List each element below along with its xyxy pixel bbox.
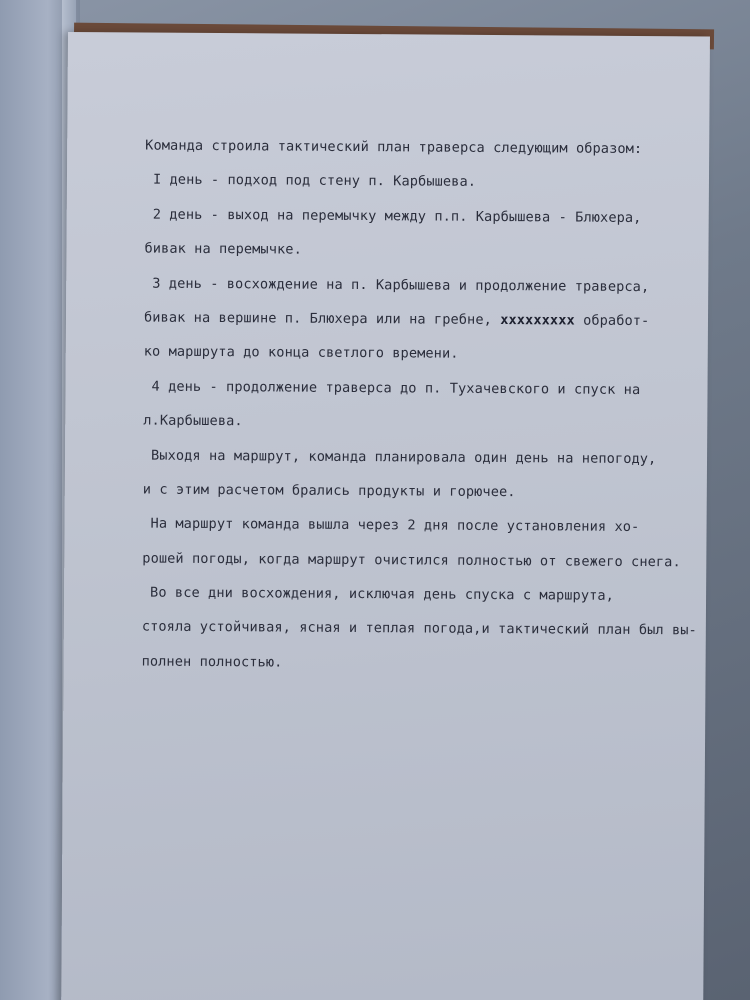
struck-out-word: ххххххххх (500, 311, 575, 329)
report-text (141, 129, 697, 683)
text-line: полнен полностью. (141, 653, 283, 671)
text-line: Во все дни восхождения, исключая день спуска с маршрута, (150, 584, 615, 604)
text-line: бивак на перемычке. (144, 240, 302, 258)
text-line: 3 день - восхождение на п. Карбышева и продолжение траверса, (152, 275, 650, 295)
text-line: и с этим расчетом брались продукты и горючее. (142, 481, 516, 501)
text-line: рошей погоды, когда маршрут очистился полностью от свежего снега. (142, 550, 681, 570)
text-line: 2 день - выход на перемычку между п.п. Карбышева - Блюхера, (152, 206, 642, 226)
text-line: л.Карбышева. (143, 412, 243, 430)
text-line: Команда строила тактический план траверса следующим образом: (145, 137, 643, 158)
text-line: Выходя на маршрут, команда планировала один день на непогоду, (150, 447, 657, 467)
text-line: стояла устойчивая, ясная и теплая погода,и тактический план был вы- (141, 618, 697, 639)
text-fragment: обработ- (583, 312, 650, 330)
text-line: I день - подход под стену п. Карбышева. (152, 171, 477, 191)
typewritten-page (61, 32, 710, 1000)
text-fragment: бивак на вершине п. Блюхера или на гребне, (143, 309, 492, 328)
text-line: 4 день - продолжение траверса до п. Тухачевского и спуск на (151, 378, 641, 398)
text-line: На маршрут команда вышла через 2 дня после установления хо- (150, 515, 640, 536)
text-line: ко маршрута до конца светлого времени. (143, 343, 459, 363)
text-line (144, 300, 684, 338)
